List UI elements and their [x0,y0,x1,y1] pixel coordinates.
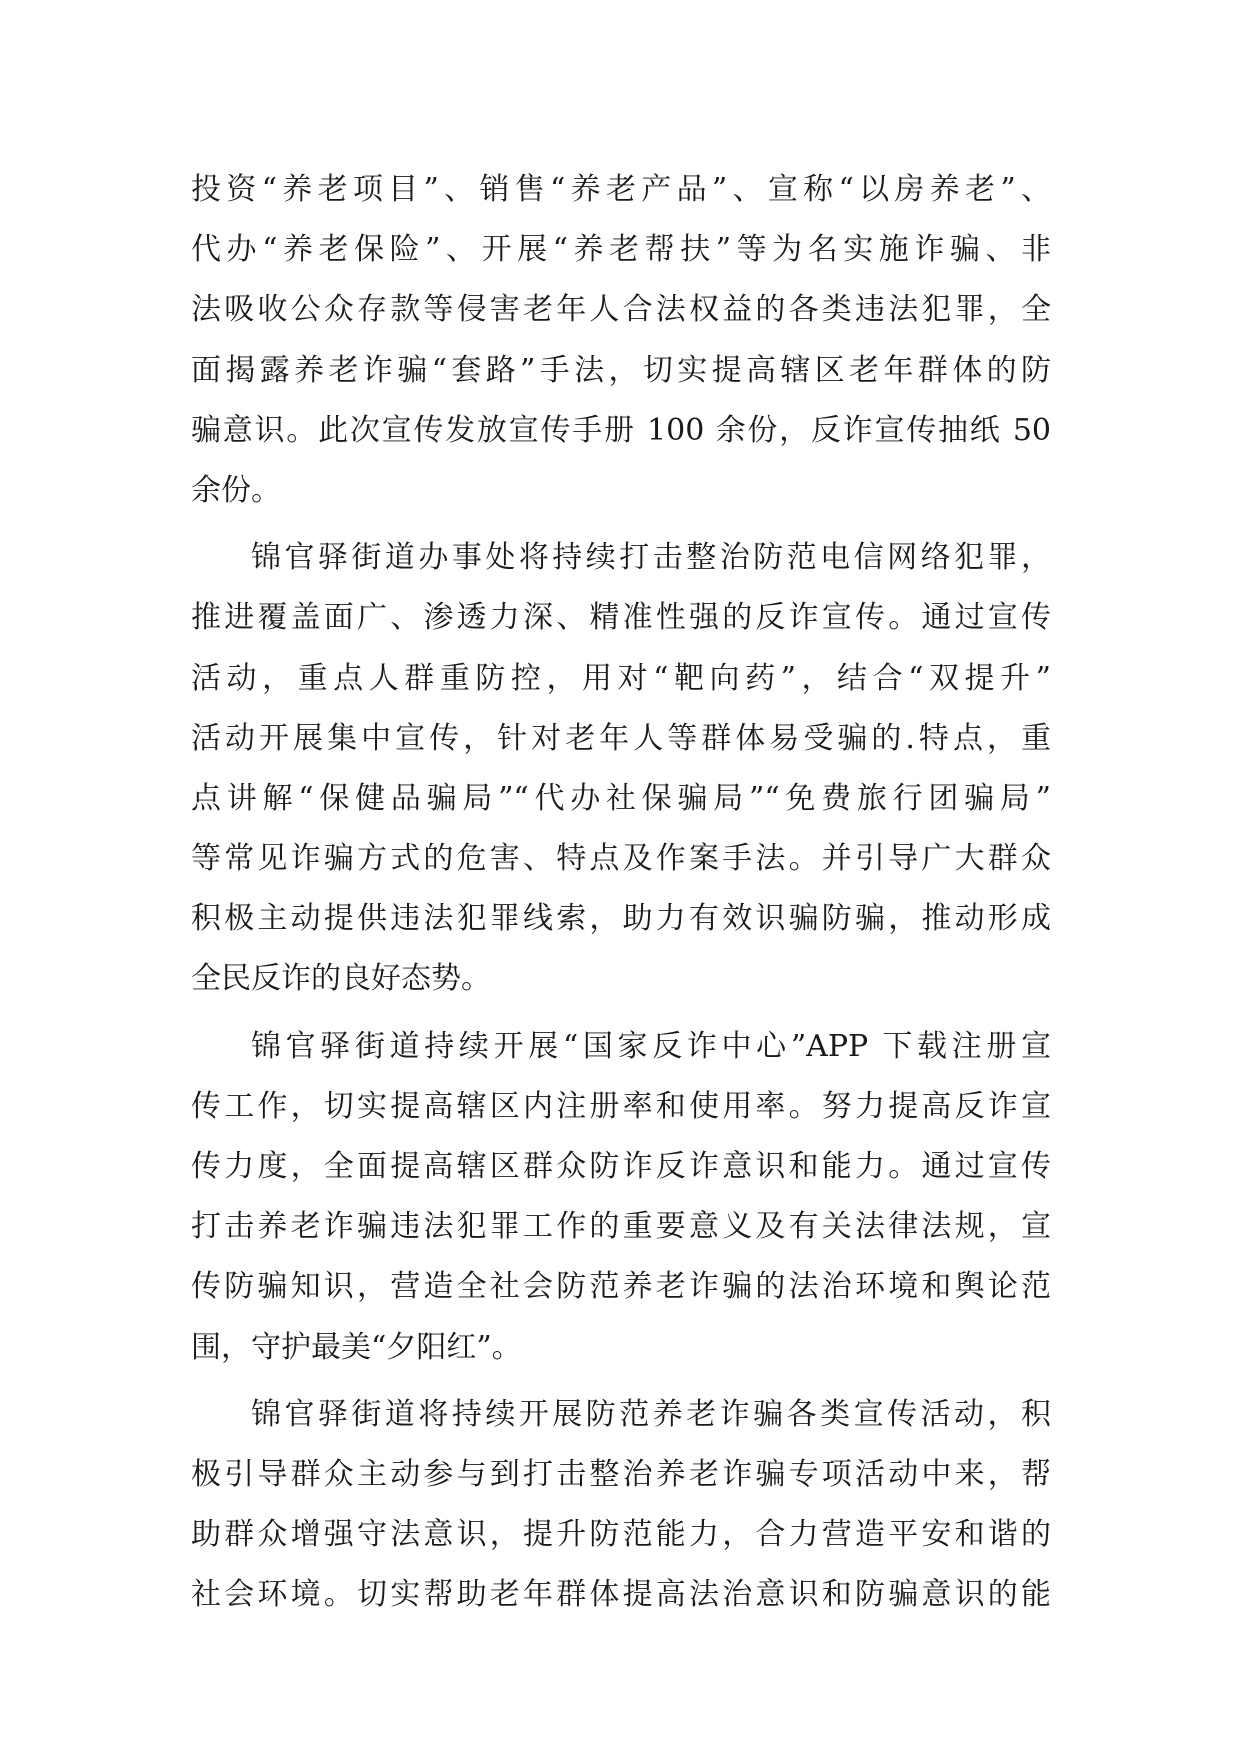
text-line: 面揭露养老诈骗“套路”手法，切实提高辖区老年群体的防 [191,352,1051,388]
text-line: 推进覆盖面广、渗透力深、精准性强的反诈宣传。通过宣传 [191,600,1051,636]
text-line: 传防骗知识，营造全社会防范养老诈骗的法治环境和舆论范 [191,1269,1051,1305]
paragraph-1 [191,160,1051,521]
text-line: 积极主动提供违法犯罪线索，助力有效识骗防骗，推动形成 [191,901,1051,937]
text-line: 投资“养老项目”、销售“养老产品”、宣称“以房养老”、 [191,172,1051,207]
text-line: 锦官驿街道办事处将持续打击整治防范电信网络犯罪， [251,540,1051,576]
text-line: 余份。 [191,472,281,508]
text-line: 等常见诈骗方式的危害、特点及作案手法。并引导广大群众 [191,841,1051,877]
text-line: 全民反诈的良好态势。 [191,961,491,997]
text-line: 锦官驿街道持续开展“国家反诈中心”APP 下载注册宣 [251,1028,1051,1064]
text-line: 骗意识。此次宣传发放宣传手册 100 余份，反诈宣传抽纸 50 [191,412,1051,448]
text-line: 点讲解“保健品骗局”“代办社保骗局”“免费旅行团骗局” [191,780,1051,816]
text-line: 传力度，全面提高辖区群众防诈反诈意识和能力。通过宣传 [191,1149,1051,1184]
text-line: 极引导群众主动参与到打击整治养老诈骗专项活动中来，帮 [191,1456,1051,1492]
text-line: 打击养老诈骗违法犯罪工作的重要意义及有关法律法规，宣 [191,1209,1051,1245]
paragraph-gap [191,521,1051,528]
paragraph-gap [191,1378,1051,1385]
text-line: 社会环境。切实帮助老年群体提高法治意识和防骗意识的能 [191,1577,1051,1613]
text-line: 围，守护最美“夕阳红”。 [191,1329,522,1365]
paragraph-3 [191,1017,1051,1378]
text-line: 活动，重点人群重防控，用对“靶向药”，结合“双提升” [191,660,1051,696]
paragraph-2 [191,528,1051,1010]
text-line: 助群众增强守法意识，提升防范能力，合力营造平安和谐的 [191,1517,1051,1553]
text-line: 活动开展集中宣传，针对老年人等群体易受骗的.特点，重 [191,720,1051,756]
document-body [191,160,1051,1626]
text-line: 代办“养老保险”、开展“养老帮扶”等为名实施诈骗、非 [191,232,1051,268]
paragraph-4 [191,1385,1051,1626]
text-line: 法吸收公众存款等侵害老年人合法权益的各类违法犯罪，全 [191,292,1051,328]
paragraph-gap [191,1010,1051,1017]
text-line: 锦官驿街道将持续开展防范养老诈骗各类宣传活动，积 [251,1396,1051,1432]
text-line: 传工作，切实提高辖区内注册率和使用率。努力提高反诈宣 [191,1088,1051,1124]
